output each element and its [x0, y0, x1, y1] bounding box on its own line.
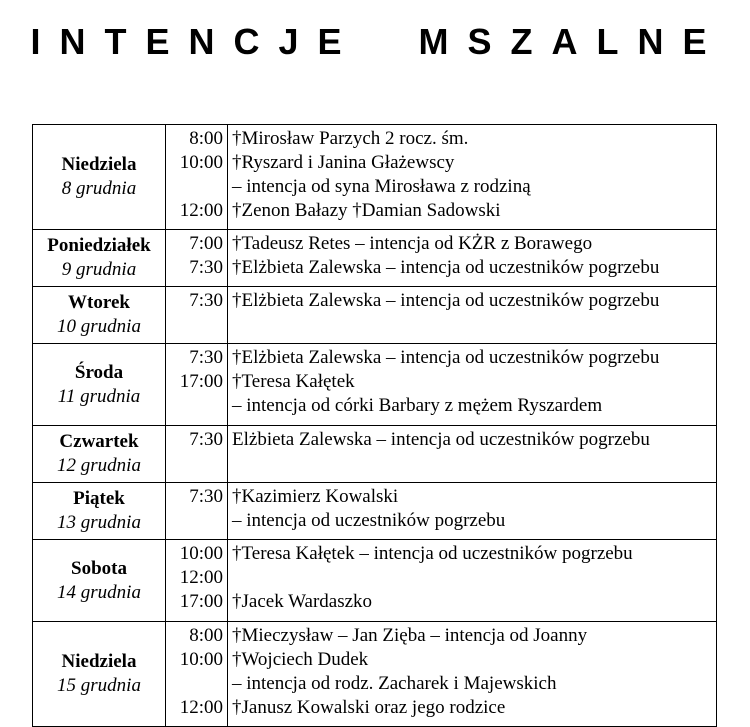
intention-text: †Teresa Kałętek – intencja od uczestników pogrzebu — [232, 543, 633, 564]
day-date: 13 grudnia — [57, 512, 141, 533]
times-cell — [166, 287, 228, 344]
times-cell — [166, 230, 228, 287]
intention-text: Elżbieta Zalewska – intencja od uczestników pogrzebu — [232, 429, 650, 450]
intention-text — [232, 566, 716, 590]
day-cell — [33, 540, 166, 622]
intention-text: †Elżbieta Zalewska – intencja od uczestników pogrzebu — [232, 257, 660, 278]
mass-time: 7:30 — [189, 257, 223, 278]
intentions-cell — [228, 287, 717, 344]
intention-text: †Kazimierz Kowalski — [232, 486, 399, 507]
intention-text: †Teresa Kałętek — [232, 371, 355, 392]
day-cell — [33, 344, 166, 426]
times-cell — [166, 426, 228, 483]
day-row-saturday — [33, 540, 717, 622]
mass-time: 7:00 — [189, 233, 223, 254]
times-cell — [166, 125, 228, 230]
intention-text: †Janusz Kowalski oraz jego rodzice — [232, 697, 506, 718]
mass-time: 7:30 — [189, 429, 223, 450]
mass-time — [166, 175, 223, 199]
intentions-cell — [228, 483, 717, 540]
intention-text: †Elżbieta Zalewska – intencja od uczestników pogrzebu — [232, 347, 660, 368]
day-date: 12 grudnia — [57, 455, 141, 476]
times-cell — [166, 483, 228, 540]
day-cell — [33, 426, 166, 483]
intentions-cell — [228, 125, 717, 230]
intention-text: †Wojciech Dudek — [232, 649, 369, 670]
day-date: 10 grudnia — [57, 316, 141, 337]
mass-time: 10:00 — [179, 152, 223, 173]
day-date: 8 grudnia — [61, 178, 137, 199]
day-date: 14 grudnia — [57, 581, 141, 603]
mass-time: 10:00 — [179, 543, 223, 564]
times-cell — [166, 344, 228, 426]
intention-text: †Jacek Wardaszko — [232, 591, 373, 612]
intention-text: †Ryszard i Janina Głażewscy — [232, 152, 455, 173]
day-row-tuesday — [33, 287, 717, 344]
intentions-cell — [228, 230, 717, 287]
intention-text: †Mieczysław – Jan Zięba – intencja od Joanny — [232, 625, 588, 646]
mass-time — [166, 394, 223, 418]
day-date: 15 grudnia — [57, 675, 141, 696]
mass-time: 7:30 — [189, 290, 223, 311]
day-cell — [33, 622, 166, 727]
mass-time: 12:00 — [179, 697, 223, 718]
intention-text: – intencja od syna Mirosława z rodziną — [232, 176, 531, 197]
day-name: Piątek — [73, 488, 125, 509]
intention-text: – intencja od uczestników pogrzebu — [232, 510, 506, 531]
page-title: INTENCJE MSZALNE — [30, 21, 726, 62]
day-cell — [33, 287, 166, 344]
day-name: Sobota — [71, 557, 127, 579]
day-name: Wtorek — [68, 292, 130, 313]
day-row-monday — [33, 230, 717, 287]
mass-time: 7:30 — [189, 486, 223, 507]
day-name: Niedziela — [61, 154, 137, 175]
mass-time — [166, 672, 223, 696]
day-cell — [33, 125, 166, 230]
day-cell — [33, 230, 166, 287]
mass-time: 8:00 — [189, 128, 223, 149]
times-cell — [166, 540, 228, 622]
day-date: 9 grudnia — [61, 259, 137, 280]
intentions-cell — [228, 344, 717, 426]
mass-time — [166, 509, 223, 533]
mass-intentions-table — [32, 124, 717, 727]
day-row-sunday-15 — [33, 622, 717, 727]
intentions-cell — [228, 540, 717, 622]
day-name: Środa — [74, 361, 124, 383]
day-name: Czwartek — [59, 431, 139, 452]
mass-time: 7:30 — [189, 347, 223, 368]
intentions-cell — [228, 426, 717, 483]
intention-text: – intencja od córki Barbary z mężem Ryszardem — [232, 395, 603, 416]
day-row-sunday-8 — [33, 125, 717, 230]
mass-time: 12:00 — [179, 567, 223, 588]
day-date: 11 grudnia — [57, 385, 141, 407]
day-row-friday — [33, 483, 717, 540]
mass-time: 8:00 — [189, 625, 223, 646]
mass-time: 10:00 — [179, 649, 223, 670]
intention-text: – intencja od rodz. Zacharek i Majewskich — [232, 673, 557, 694]
day-row-wednesday — [33, 344, 717, 426]
intention-text: †Tadeusz Retes – intencja od KŻR z Borawego — [232, 233, 593, 254]
mass-time: 17:00 — [179, 371, 223, 392]
day-name: Poniedziałek — [47, 235, 151, 256]
day-cell — [33, 483, 166, 540]
intention-text: †Mirosław Parzych 2 rocz. śm. — [232, 128, 469, 149]
mass-time: 17:00 — [179, 591, 223, 612]
times-cell — [166, 622, 228, 727]
intention-text: †Zenon Bałazy †Damian Sadowski — [232, 200, 501, 221]
intentions-cell — [228, 622, 717, 727]
day-row-thursday — [33, 426, 717, 483]
mass-time: 12:00 — [179, 200, 223, 221]
day-name: Niedziela — [61, 651, 137, 672]
intention-text: †Elżbieta Zalewska – intencja od uczestników pogrzebu — [232, 290, 660, 311]
